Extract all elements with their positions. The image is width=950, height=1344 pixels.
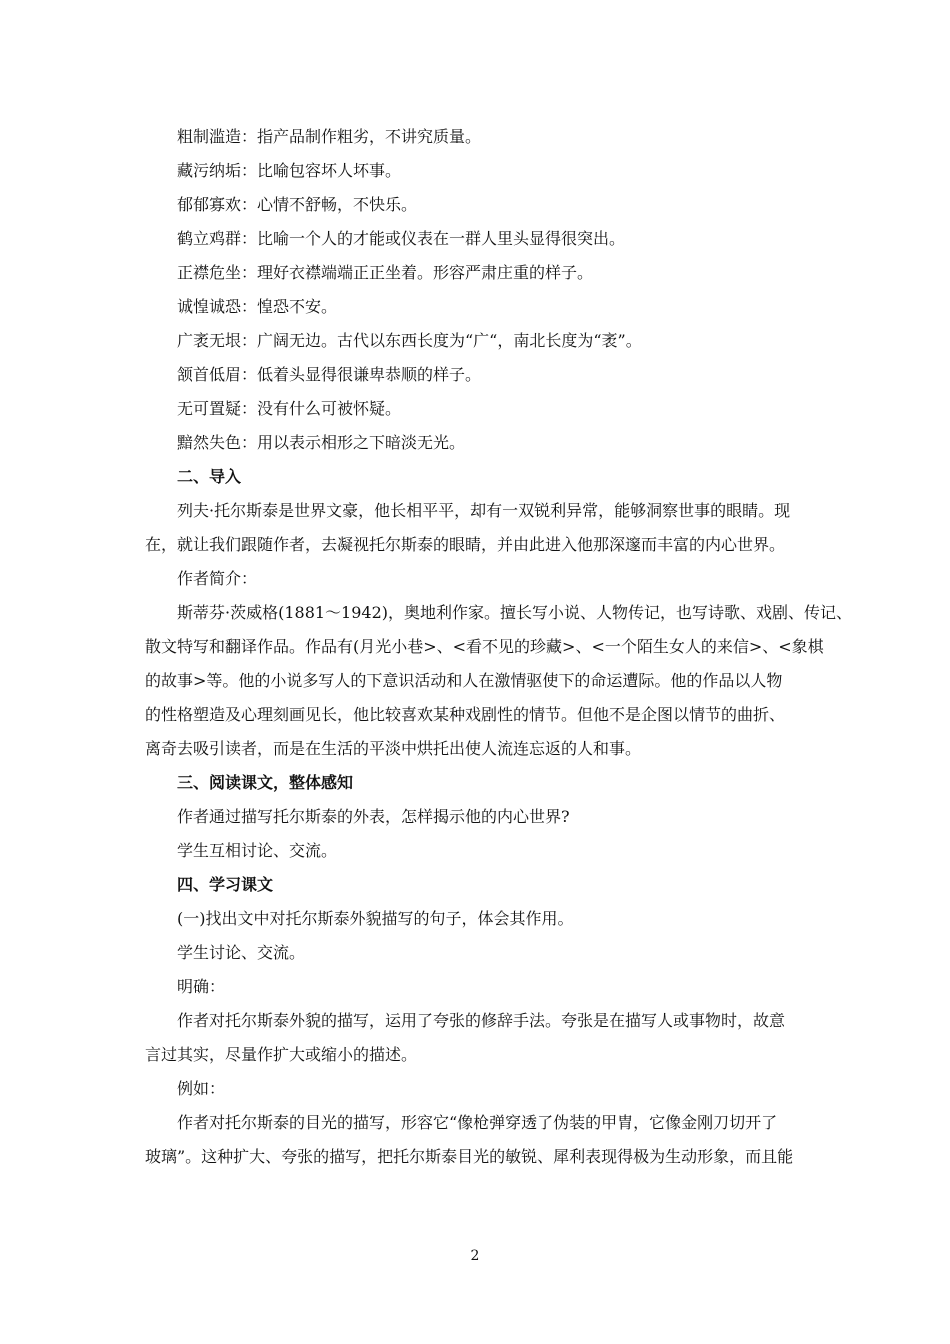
vocab-entry: 正襟危坐：理好衣襟端端正正坐着。形容严肃庄重的样子。 xyxy=(177,263,594,282)
section-heading-intro: 二、导入 xyxy=(177,467,242,486)
paragraph-line: 作者对托尔斯泰的目光的描写，形容它“像枪弹穿透了伪装的甲胄，它像金刚刀切开了 xyxy=(177,1113,778,1132)
paragraph-line: 明确： xyxy=(177,977,226,996)
paragraph-line: 学生讨论、交流。 xyxy=(177,943,306,962)
paragraph-line: 学生互相讨论、交流。 xyxy=(177,841,338,860)
vocab-entry: 黯然失色：用以表示相形之下暗淡无光。 xyxy=(177,433,466,452)
section-heading-reading: 三、阅读课文，整体感知 xyxy=(177,773,354,792)
vocab-entry: 诚惶诚恐：惶恐不安。 xyxy=(177,297,338,316)
vocab-entry: 鹤立鸡群：比喻一个人的才能或仪表在一群人里头显得很突出。 xyxy=(177,229,626,248)
section-heading-study: 四、学习课文 xyxy=(177,875,274,894)
paragraph-line: 列夫·托尔斯泰是世界文豪，他长相平平，却有一双锐利异常，能够洞察世事的眼睛。现 xyxy=(177,501,791,520)
paragraph-line: 例如： xyxy=(177,1079,226,1098)
vocab-entry: 广袤无垠：广阔无边。古代以东西长度为“广“，南北长度为“袤”。 xyxy=(177,331,642,350)
paragraph-line: 的故事>等。他的小说多写人的下意识活动和人在激情驱使下的命运遭际。他的作品以人物 xyxy=(145,671,783,690)
paragraph-line: 斯蒂芬·茨威格(1881～1942)，奥地利作家。擅长写小说、人物传记，也写诗歌、戏剧、传记、 xyxy=(177,603,853,622)
vocab-entry: 颔首低眉：低着头显得很谦卑恭顺的样子。 xyxy=(177,365,482,384)
author-intro-title: 作者简介： xyxy=(177,569,258,588)
paragraph-line: 言过其实，尽量作扩大或缩小的描述。 xyxy=(145,1045,418,1064)
page-number: 2 xyxy=(470,1248,480,1264)
paragraph-line: 的性格塑造及心理刻画见长，他比较喜欢某种戏剧性的情节。但他不是企图以情节的曲折、 xyxy=(145,705,786,724)
vocab-entry: 郁郁寡欢：心情不舒畅，不快乐。 xyxy=(177,195,418,214)
paragraph-line: 散文特写和翻译作品。作品有(月光小巷>、<看不见的珍藏>、<一个陌生女人的来信>、<象棋 xyxy=(145,637,824,656)
vocab-entry: 无可置疑：没有什么可被怀疑。 xyxy=(177,399,402,418)
vocab-entry: 粗制滥造：指产品制作粗劣，不讲究质量。 xyxy=(177,127,482,146)
paragraph-line: (一)找出文中对托尔斯泰外貌描写的句子，体会其作用。 xyxy=(177,909,574,928)
paragraph-line: 作者通过描写托尔斯泰的外表，怎样揭示他的内心世界? xyxy=(177,807,570,826)
paragraph-line: 作者对托尔斯泰外貌的描写，运用了夸张的修辞手法。夸张是在描写人或事物时，故意 xyxy=(177,1011,786,1030)
vocab-entry: 藏污纳垢：比喻包容坏人坏事。 xyxy=(177,161,402,180)
paragraph-line: 在，就让我们跟随作者，去凝视托尔斯泰的眼睛，并由此进入他那深邃而丰富的内心世界。 xyxy=(145,535,786,554)
paragraph-line: 玻璃”。这种扩大、夸张的描写，把托尔斯泰目光的敏锐、犀利表现得极为生动形象，而且能 xyxy=(145,1147,794,1166)
paragraph-line: 离奇去吸引读者，而是在生活的平淡中烘托出使人流连忘返的人和事。 xyxy=(145,739,642,758)
